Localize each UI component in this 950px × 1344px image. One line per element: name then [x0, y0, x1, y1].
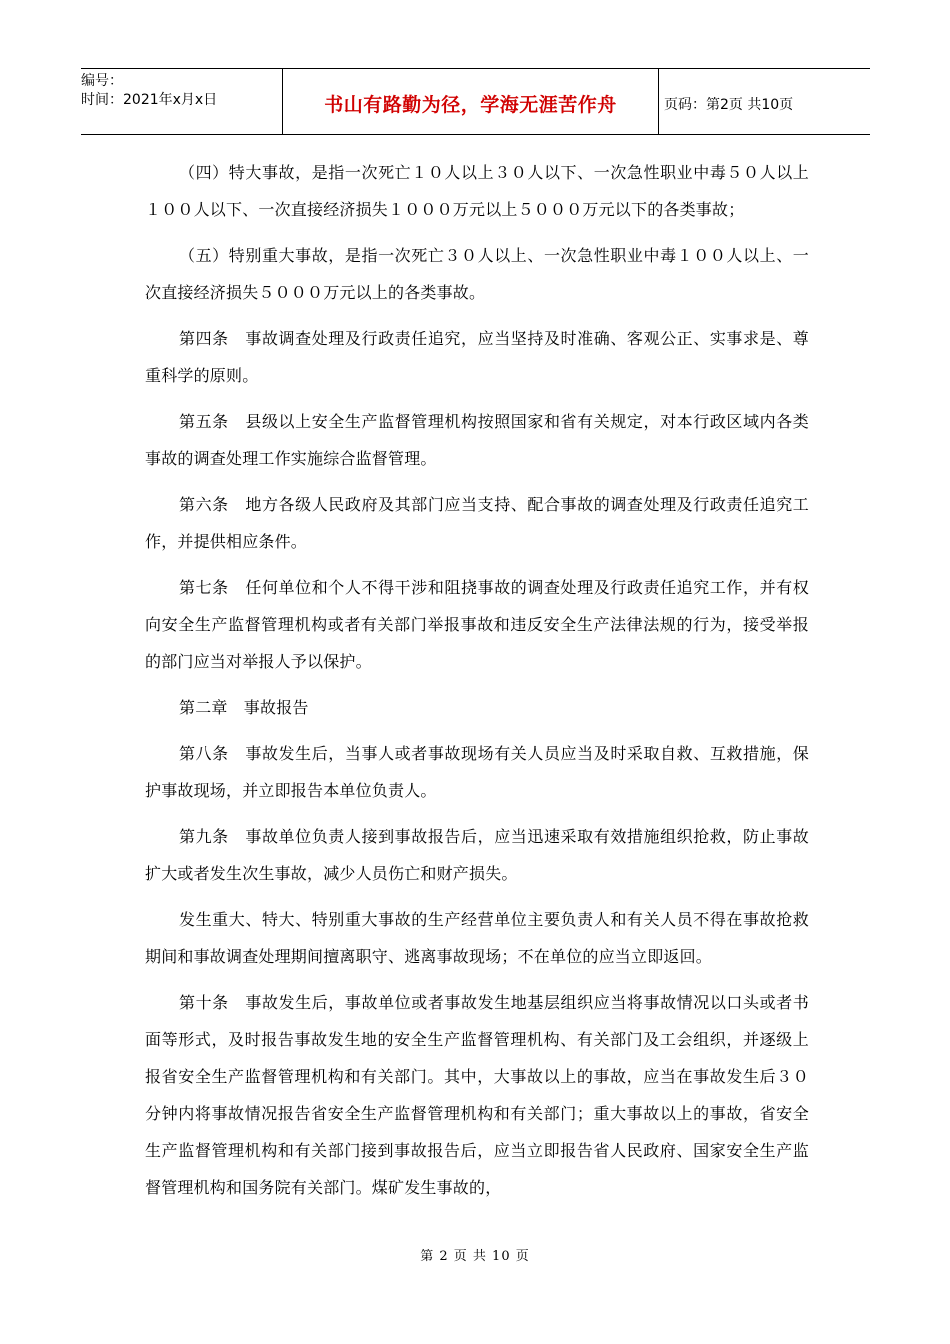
paragraph-article-9: 第九条 事故单位负责人接到事故报告后，应当迅速采取有效措施组织抢救，防止事故扩大或者发生次生事故，减少人员伤亡和财产损失。	[145, 827, 809, 883]
motto-text: 书山有路勤为径，学海无涯苦作舟	[324, 94, 617, 116]
paragraph-article-9-cont: 发生重大、特大、特别重大事故的生产经营单位主要负责人和有关人员不得在事故抢救期间和事故调查处理期间擅离职守、逃离事故现场；不在单位的应当立即返回。	[145, 910, 809, 966]
paragraph-article-10: 第十条 事故发生后，事故单位或者事故发生地基层组织应当将事故情况以口头或者书面等形式，及时报告事故发生地的安全生产监督管理机构、有关部门及工会组织，并逐级上报省安全生产监督管理机构和有关部门。其中，大事故以上的事故，应当在事故发生后３０分钟内将事故情况报告省安全生产监督管理机构和有关部门；重大事故以上的事故，省安全生产监督管理机构和有关部门接到事故报告后，应当立即报告省人民政府、国家安全生产监督管理机构和国务院有关部门。煤矿发生事故的，	[145, 993, 809, 1197]
page-header	[81, 68, 870, 135]
page-info: 页码：第2页 共10页	[664, 96, 794, 113]
chapter-heading: 第二章 事故报告	[179, 698, 309, 717]
serial-label: 编号：	[81, 73, 123, 89]
paragraph-article-5: 第五条 县级以上安全生产监督管理机构按照国家和省有关规定，对本行政区域内各类事故的调查处理工作实施综合监督管理。	[145, 412, 809, 468]
paragraph-special-major-accident: （四）特大事故，是指一次死亡１０人以上３０人以下、一次急性职业中毒５０人以上１００人以下、一次直接经济损失１０００万元以上５０００万元以下的各类事故；	[145, 163, 809, 219]
paragraph-article-6: 第六条 地方各级人民政府及其部门应当支持、配合事故的调查处理及行政责任追究工作，并提供相应条件。	[145, 495, 809, 551]
document-body	[145, 154, 809, 1215]
paragraph-article-8: 第八条 事故发生后，当事人或者事故现场有关人员应当及时采取自救、互救措施，保护事故现场，并立即报告本单位负责人。	[145, 744, 809, 800]
paragraph-article-7: 第七条 任何单位和个人不得干涉和阻挠事故的调查处理及行政责任追究工作，并有权向安全生产监督管理机构或者有关部门举报事故和违反安全生产法律法规的行为，接受举报的部门应当对举报人予以保护。	[145, 578, 809, 671]
paragraph-extremely-major-accident: （五）特别重大事故，是指一次死亡３０人以上、一次急性职业中毒１００人以上、一次直接经济损失５０００万元以上的各类事故。	[145, 246, 809, 302]
time-label: 时间：2021年x月x日	[81, 92, 218, 108]
paragraph-article-4: 第四条 事故调查处理及行政责任追究，应当坚持及时准确、客观公正、实事求是、尊重科学的原则。	[145, 329, 809, 385]
header-motto-cell	[283, 69, 659, 134]
page-footer: 第 2 页 共 10 页	[420, 1249, 530, 1264]
header-meta	[81, 69, 283, 134]
